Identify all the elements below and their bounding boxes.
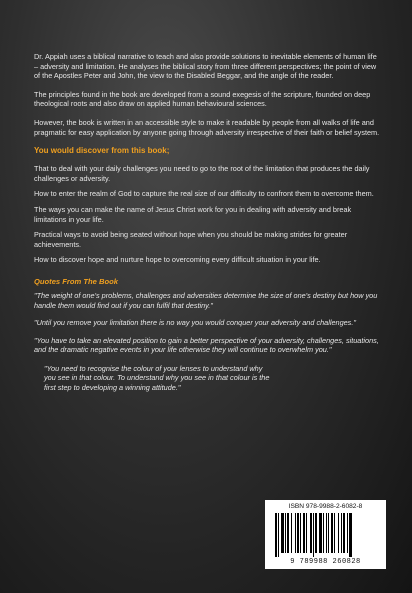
quote-2: "Until you remove your limitation there is no way you would conquer your adversity and challenges." xyxy=(34,318,356,328)
discover-heading: You would discover from this book; xyxy=(34,146,170,156)
closing-quote: "You need to recognise the colour of your lenses to understand why you see in that colour. To understand why you see in that colour is the first step to developing a winning attitude." xyxy=(44,363,270,393)
discover-item-5: How to discover hope and nurture hope to overcoming every difficult situation in your life. xyxy=(34,255,321,265)
back-cover-text xyxy=(34,52,380,393)
isbn-barcode xyxy=(265,500,386,569)
quote-3: "You have to take an elevated position to gain a better perspective of your adversity, challenges, situations, and the dramatic negative events in your life otherwise they will continue to overwhelm you." xyxy=(34,335,379,355)
barcode-digits: 9 789988 260828 xyxy=(290,558,361,566)
barcode-bars xyxy=(273,513,378,557)
discover-item-1: That to deal with your daily challenges you need to go to the root of the limitation that produces the daily challenges or adversity. xyxy=(34,164,370,183)
discover-item-4: Practical ways to avoid being seated without hope when you should be making strides for greater achievements. xyxy=(34,230,348,249)
intro-paragraph-3: However, the book is written in an accessible style to make it readable by people from all walks of life and pragmatic for easy application by anyone going through adversity irrespective of their faith or belief system. xyxy=(34,117,380,137)
discover-item-2: How to enter the realm of God to capture the real size of our difficulty to confront them to overcome them. xyxy=(34,189,374,199)
discover-item-3: The ways you can make the name of Jesus Christ work for you in dealing with adversity and break limitations in your life. xyxy=(34,204,352,224)
isbn-label: ISBN 978-9988-2-6082-8 xyxy=(288,503,363,510)
quote-1: "The weight of one's problems, challenges and adversities determine the size of one's destiny but how you handle them would find out if you can fulfil that destiny." xyxy=(34,290,378,310)
quotes-heading: Quotes From The Book xyxy=(34,276,118,286)
intro-paragraph-2: The principles found in the book are developed from a sound exegesis of the scripture, founded on deep theological roots and also draw on applied human behavioural sciences. xyxy=(34,89,371,109)
intro-paragraph-1: Dr. Appiah uses a biblical narrative to teach and also provide solutions to inevitable elements of human life – adversity and limitation. He analyses the biblical story from three different perspectives; the point of view of the Apostles Peter and John, the view to the Disabled Beggar, and the angle of the reader. xyxy=(34,52,377,81)
